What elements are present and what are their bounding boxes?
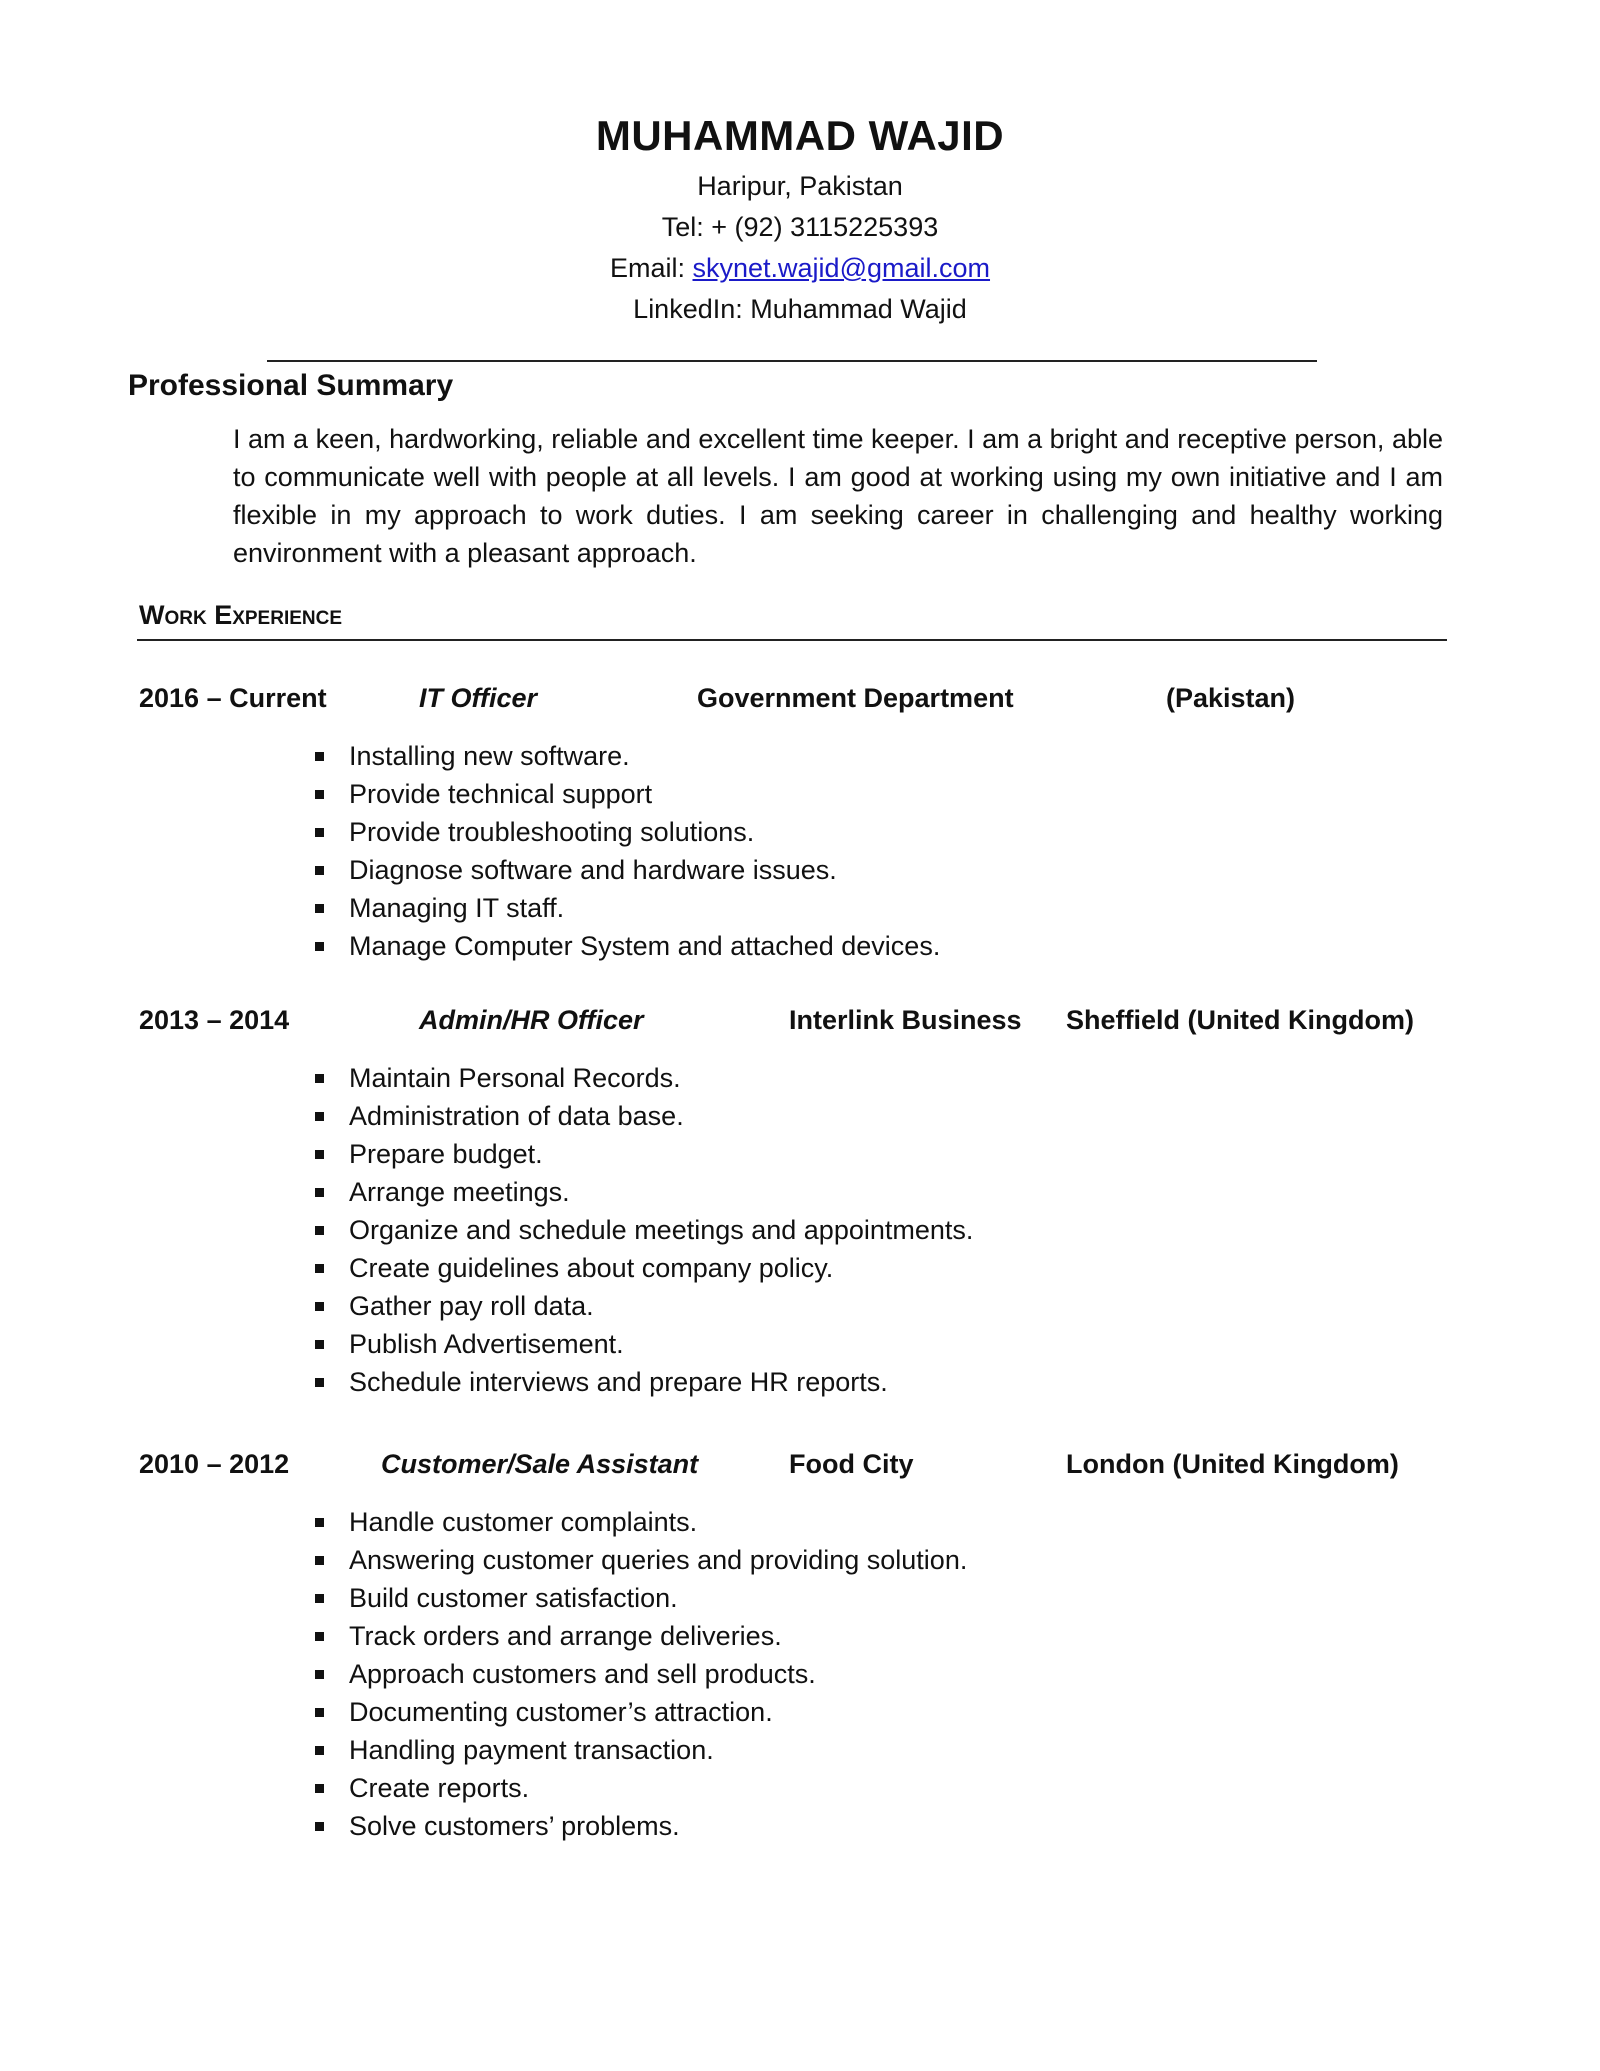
job-header-row [0,680,1600,716]
job-title: IT Officer [419,683,538,713]
email-line [0,248,1600,289]
duty-item: Organize and schedule meetings and appointments. [310,1211,973,1249]
job-company: Interlink Business [789,1005,1022,1035]
summary-heading: Professional Summary [128,369,454,402]
job-duties-list [310,737,940,965]
job-company: Food City [789,1449,914,1479]
duty-item: Manage Computer System and attached devices. [310,927,940,965]
duty-item: Documenting customer’s attraction. [310,1693,967,1731]
job-title: Admin/HR Officer [419,1005,644,1035]
duty-item: Track orders and arrange deliveries. [310,1617,967,1655]
location-line: Haripur, Pakistan [697,171,903,201]
job-period: 2010 – 2012 [139,1449,290,1479]
job-location: (Pakistan) [1166,683,1296,713]
job-location: Sheffield (United Kingdom) [1066,1005,1414,1035]
resume-header [0,112,1600,330]
duty-item: Maintain Personal Records. [310,1059,973,1097]
duty-item: Managing IT staff. [310,889,940,927]
duty-item: Handle customer complaints. [310,1503,967,1541]
duty-item: Arrange meetings. [310,1173,973,1211]
duty-item: Administration of data base. [310,1097,973,1135]
duty-item: Handling payment transaction. [310,1731,967,1769]
duty-item: Provide troubleshooting solutions. [310,813,940,851]
summary-text: I am a keen, hardworking, reliable and excellent time keeper. I am a bright and receptive person, able to communicate well with people at all levels. I am good at working using my own initiative and I am flexible in my approach to work duties. I am seeking career in challenging and healthy working environment with a pleasant approach. [233,424,1443,568]
job-location: London (United Kingdom) [1066,1449,1399,1479]
job-company: Government Department [697,683,1014,713]
work-experience-divider [137,639,1447,641]
duty-item: Diagnose software and hardware issues. [310,851,940,889]
duty-item: Create reports. [310,1769,967,1807]
duty-item: Gather pay roll data. [310,1287,973,1325]
duty-item: Create guidelines about company policy. [310,1249,973,1287]
phone-line: Tel: + (92) 3115225393 [661,212,939,242]
duty-item: Schedule interviews and prepare HR reports. [310,1363,973,1401]
candidate-name: MUHAMMAD WAJID [595,112,1005,159]
duty-item: Solve customers’ problems. [310,1807,967,1845]
job-duties-list [310,1059,973,1401]
duty-item: Prepare budget. [310,1135,973,1173]
duty-item: Build customer satisfaction. [310,1579,967,1617]
job-period: 2016 – Current [139,683,327,713]
job-duties-list [310,1503,967,1845]
linkedin-line: LinkedIn: Muhammad Wajid [633,294,967,324]
job-title: Customer/Sale Assistant [381,1449,699,1479]
job-header-row [0,1446,1600,1482]
job-header-row [0,1002,1600,1038]
job-period: 2013 – 2014 [139,1005,290,1035]
duty-item: Provide technical support [310,775,940,813]
email-label: Email: [609,253,693,283]
email-link[interactable]: skynet.wajid@gmail.com [692,253,991,283]
duty-item: Answering customer queries and providing solution. [310,1541,967,1579]
work-experience-heading: Work Experience [139,600,343,630]
duty-item: Installing new software. [310,737,940,775]
header-divider [267,360,1317,362]
duty-item: Approach customers and sell products. [310,1655,967,1693]
duty-item: Publish Advertisement. [310,1325,973,1363]
